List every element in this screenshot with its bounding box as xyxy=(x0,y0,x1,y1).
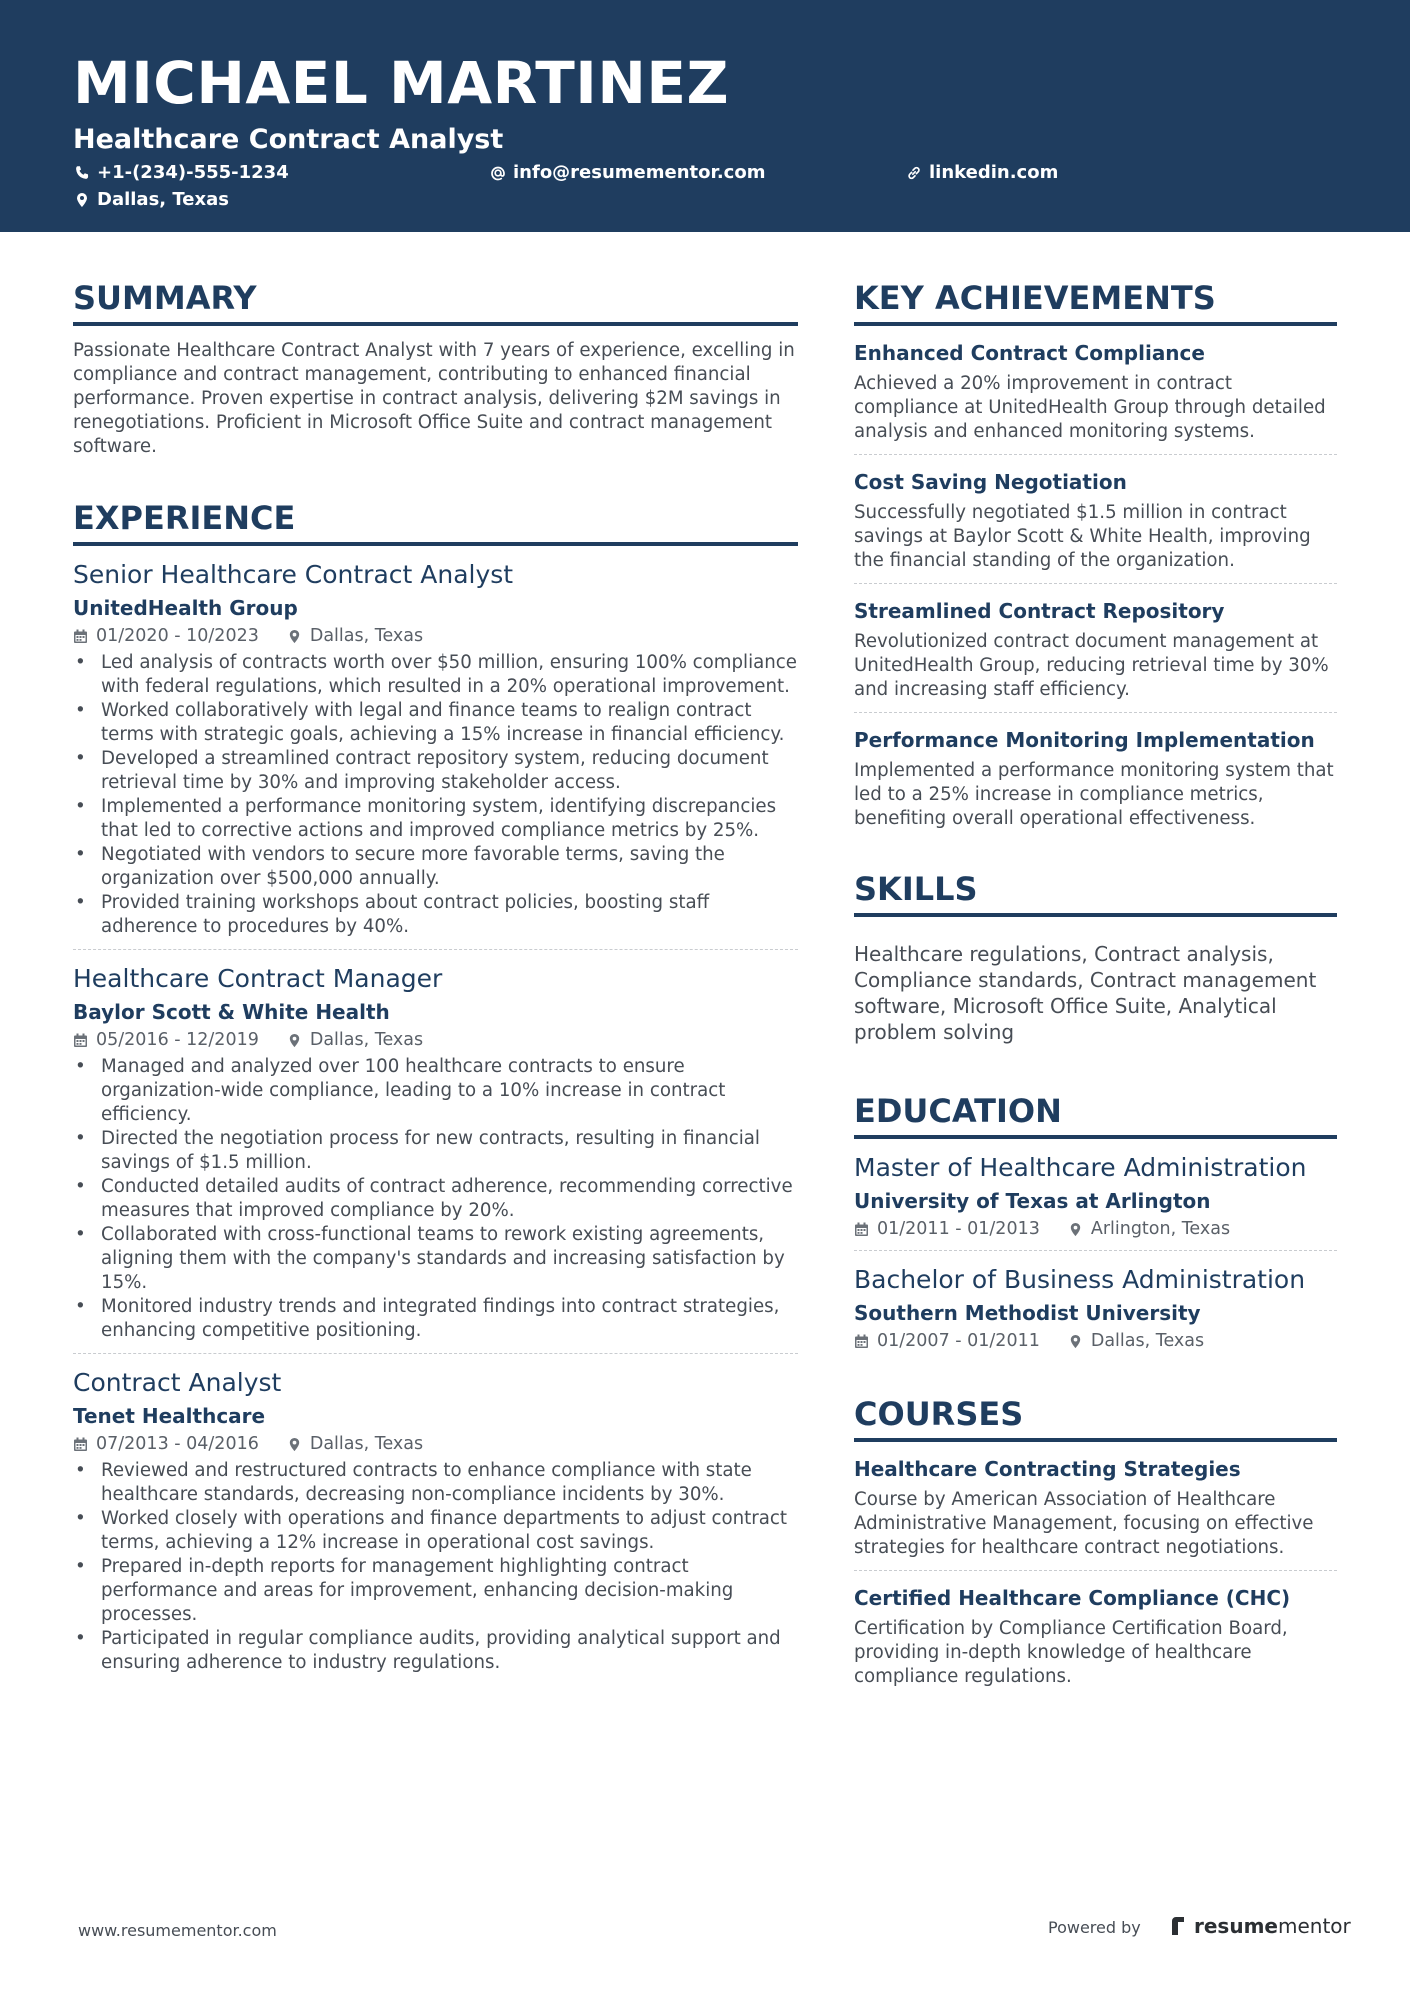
location-pin-icon xyxy=(1068,1334,1083,1349)
job-dates: 07/2013 - 04/2016 xyxy=(96,1434,259,1454)
footer-website-link[interactable]: www.resumementor.com xyxy=(78,1921,277,1940)
bullet-item: • Worked closely with operations and finance departments to adjust contract terms, achieving a 12% increase in operational cost savings. xyxy=(73,1507,798,1555)
achievement-text: Implemented a performance monitoring system that led to a 25% increase in compliance metrics, benefiting overall operational effectiveness. xyxy=(854,760,1334,829)
calendar-icon xyxy=(73,629,88,644)
bullet-item: • Prepared in-depth reports for management highlighting contract performance and areas for improvement, enhancing decision-making processes. xyxy=(73,1555,798,1627)
education-entry xyxy=(854,1153,1337,1240)
education-dates: 01/2011 - 01/2013 xyxy=(877,1219,1040,1239)
job-bullets xyxy=(73,1459,798,1675)
bullet-item: • Monitored industry trends and integrated findings into contract strategies, enhancing competitive positioning. xyxy=(73,1295,798,1343)
link-icon xyxy=(906,165,922,181)
education-location: Dallas, Texas xyxy=(1090,1331,1205,1351)
job-bullets xyxy=(73,651,798,939)
footer-powered-by: Powered by xyxy=(1048,1918,1141,1937)
bullet-item: • Negotiated with vendors to secure more favorable terms, saving the organization over $500,000 annually. xyxy=(73,843,798,891)
bullet-item: • Worked collaboratively with legal and finance teams to realign contract terms with strategic goals, achieving a 15% increase in financial efficiency. xyxy=(73,699,798,747)
entry-divider xyxy=(854,583,1337,584)
job-title: Contract Analyst xyxy=(73,1368,282,1397)
experience-heading: EXPERIENCE xyxy=(73,498,798,546)
education-heading: EDUCATION xyxy=(854,1091,1337,1139)
location-pin-icon xyxy=(287,1033,302,1048)
education-meta xyxy=(854,1218,1337,1240)
calendar-icon xyxy=(854,1334,869,1349)
education-meta xyxy=(854,1330,1337,1352)
achievement-text: Successfully negotiated $1.5 million in contract savings at Baylor Scott & White Health, improving the financial standing of the organization. xyxy=(854,502,1311,571)
job-title: Healthcare Contract Manager xyxy=(73,964,443,993)
bullet-item: • Provided training workshops about contract policies, boosting staff adherence to procedures by 40%. xyxy=(73,891,798,939)
resume-header xyxy=(0,0,1410,232)
job-title: Senior Healthcare Contract Analyst xyxy=(73,560,514,589)
job-dates: 01/2020 - 10/2023 xyxy=(96,626,259,646)
location-pin-icon xyxy=(287,629,302,644)
phone-text: +1-(234)-555-1234 xyxy=(97,162,289,183)
bullet-item: • Led analysis of contracts worth over $50 million, ensuring 100% compliance with federal regulations, which resulted in a 20% operational improvement. xyxy=(73,651,798,699)
course-text: Course by American Association of Healthcare Administrative Management, focusing on effective strategies for healthcare contract negotiations. xyxy=(854,1489,1314,1558)
entry-divider xyxy=(854,712,1337,713)
course-item xyxy=(854,1456,1337,1560)
linkedin-text: linkedin.com xyxy=(929,162,1059,183)
achievement-item xyxy=(854,598,1337,702)
entry-divider xyxy=(854,454,1337,455)
bullet-item: • Implemented a performance monitoring system, identifying discrepancies that led to corrective actions and improved compliance metrics by 25%. xyxy=(73,795,798,843)
job-location: Dallas, Texas xyxy=(309,626,424,646)
experience-entry xyxy=(73,1368,798,1675)
entry-divider xyxy=(854,1570,1337,1571)
job-meta xyxy=(73,1433,798,1455)
location-text: Dallas, Texas xyxy=(97,189,229,210)
calendar-icon xyxy=(73,1437,88,1452)
email-text: info@resumementor.com xyxy=(513,162,766,183)
job-meta xyxy=(73,1029,798,1051)
achievement-item xyxy=(854,727,1337,831)
entry-divider xyxy=(73,1353,798,1354)
bullet-item: • Collaborated with cross-functional teams to rework existing agreements, aligning them with the company's standards and increasing satisfaction by 15%. xyxy=(73,1223,798,1295)
education-location: Arlington, Texas xyxy=(1090,1219,1231,1239)
education-dates: 01/2007 - 01/2011 xyxy=(877,1331,1040,1351)
achievement-title: Performance Monitoring Implementation xyxy=(854,728,1315,752)
achievement-title: Enhanced Contract Compliance xyxy=(854,341,1205,365)
achievement-title: Cost Saving Negotiation xyxy=(854,470,1127,494)
achievement-item xyxy=(854,469,1337,573)
brand-text-bold: resume xyxy=(1194,1914,1278,1938)
achievement-item xyxy=(854,340,1337,444)
job-dates: 05/2016 - 12/2019 xyxy=(96,1030,259,1050)
education-entry xyxy=(854,1265,1337,1352)
course-text: Certification by Compliance Certification Board, providing in-depth knowledge of healthcare compliance regulations. xyxy=(854,1618,1288,1687)
contact-email[interactable] xyxy=(490,164,765,182)
skills-heading: SKILLS xyxy=(854,869,1337,917)
experience-entry xyxy=(73,560,798,939)
candidate-title: Healthcare Contract Analyst xyxy=(73,124,504,155)
degree-title: Bachelor of Business Administration xyxy=(854,1265,1306,1294)
right-column xyxy=(854,278,1337,1689)
footer-brand-logo[interactable] xyxy=(1170,1914,1351,1938)
bullet-item: • Reviewed and restructured contracts to enhance compliance with state healthcare standards, decreasing non-compliance incidents by 30%. xyxy=(73,1459,798,1507)
course-title: Certified Healthcare Compliance (CHC) xyxy=(854,1586,1291,1610)
job-location: Dallas, Texas xyxy=(309,1030,424,1050)
bullet-item: • Managed and analyzed over 100 healthcare contracts to ensure organization-wide compliance, leading to a 10% increase in contract efficiency. xyxy=(73,1055,798,1127)
bullet-item: • Conducted detailed audits of contract adherence, recommending corrective measures that improved compliance by 20%. xyxy=(73,1175,798,1223)
achievement-title: Streamlined Contract Repository xyxy=(854,599,1225,623)
calendar-icon xyxy=(73,1033,88,1048)
bullet-item: • Participated in regular compliance audits, providing analytical support and ensuring adherence to industry regulations. xyxy=(73,1627,798,1675)
contact-linkedin[interactable] xyxy=(906,164,1058,182)
job-meta xyxy=(73,625,798,647)
experience-entry xyxy=(73,964,798,1343)
resumementor-logo-icon xyxy=(1170,1915,1188,1937)
achievement-text: Achieved a 20% improvement in contract compliance at UnitedHealth Group through detailed analysis and enhanced monitoring systems. xyxy=(854,373,1326,442)
location-pin-icon xyxy=(74,192,90,208)
summary-text: Passionate Healthcare Contract Analyst with 7 years of experience, excelling in compliance and contract management, contributing to enhanced financial performance. Proven expertise in contract analysis, delivering $2M savings in renegotiations. Proficient in Microsoft Office Suite and contract management software. xyxy=(73,340,795,457)
bullet-item: • Directed the negotiation process for new contracts, resulting in financial savings of $1.5 million. xyxy=(73,1127,798,1175)
entry-divider xyxy=(73,949,798,950)
at-icon xyxy=(490,165,506,181)
company-name: Baylor Scott & White Health xyxy=(73,1000,390,1024)
calendar-icon xyxy=(854,1222,869,1237)
contact-location xyxy=(74,191,229,209)
course-title: Healthcare Contracting Strategies xyxy=(854,1457,1241,1481)
job-bullets xyxy=(73,1055,798,1343)
achievement-text: Revolutionized contract document management at UnitedHealth Group, reducing retrieval time by 30% and increasing staff efficiency. xyxy=(854,631,1329,700)
contact-phone[interactable] xyxy=(74,164,289,182)
course-item xyxy=(854,1585,1337,1689)
school-name: University of Texas at Arlington xyxy=(854,1189,1211,1213)
bullet-item: • Developed a streamlined contract repository system, reducing document retrieval time by 30% and improving stakeholder access. xyxy=(73,747,798,795)
phone-icon xyxy=(74,165,90,181)
location-pin-icon xyxy=(287,1437,302,1452)
achievements-heading: KEY ACHIEVEMENTS xyxy=(854,278,1337,326)
job-location: Dallas, Texas xyxy=(309,1434,424,1454)
candidate-name: MICHAEL MARTINEZ xyxy=(73,49,730,117)
courses-heading: COURSES xyxy=(854,1394,1337,1442)
company-name: Tenet Healthcare xyxy=(73,1404,266,1428)
left-column xyxy=(73,278,798,1675)
degree-title: Master of Healthcare Administration xyxy=(854,1153,1307,1182)
location-pin-icon xyxy=(1068,1222,1083,1237)
school-name: Southern Methodist University xyxy=(854,1301,1201,1325)
company-name: UnitedHealth Group xyxy=(73,596,298,620)
summary-heading: SUMMARY xyxy=(73,278,798,326)
brand-text-light: mentor xyxy=(1277,1914,1351,1938)
skills-text: Healthcare regulations, Contract analysis, Compliance standards, Contract management software, Microsoft Office Suite, Analytical problem solving xyxy=(854,942,1317,1044)
entry-divider xyxy=(854,1250,1337,1251)
